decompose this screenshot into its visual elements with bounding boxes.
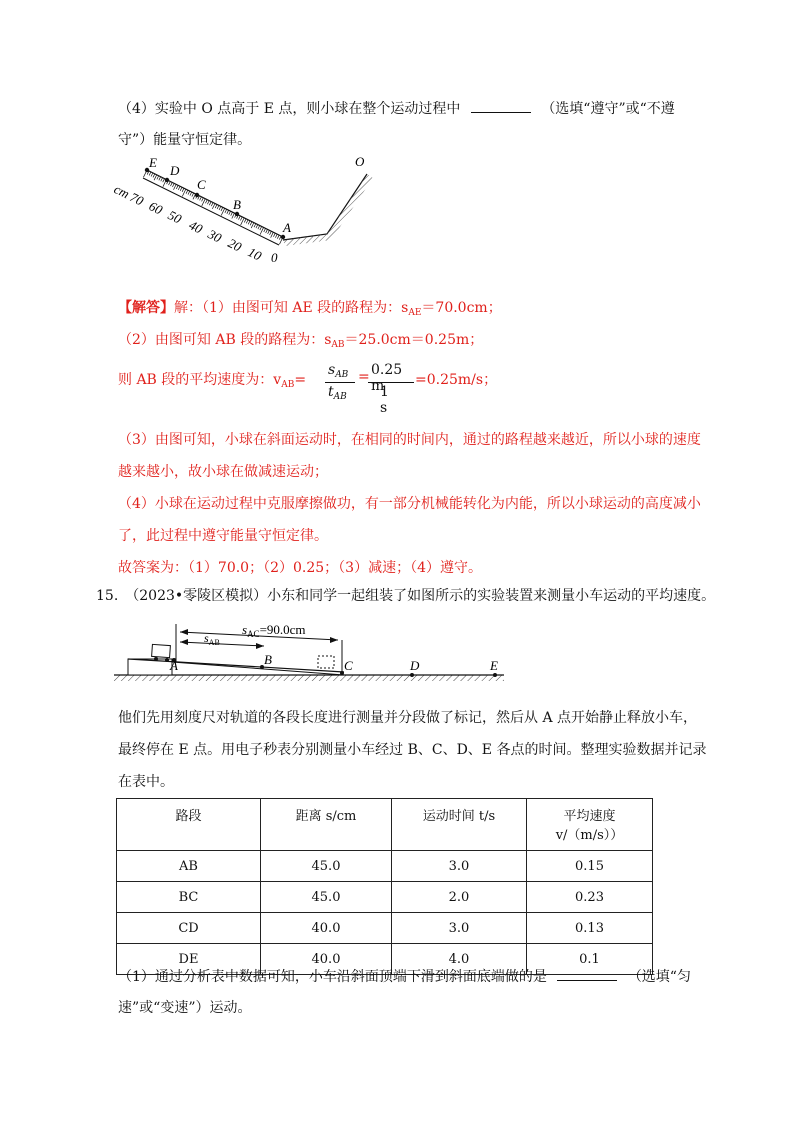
q15-answer-blank[interactable] <box>557 966 617 981</box>
ruler-tick <box>207 201 209 205</box>
ruler-tick <box>250 222 252 226</box>
ruler-tick <box>212 204 215 209</box>
answer-final: 故答案为：（1）70.0；（2）0.25；（3）减速；（4）遵守。 <box>118 560 482 576</box>
data-table <box>116 798 653 975</box>
ruler-tick <box>151 173 153 177</box>
eq-sign-3: = <box>415 372 427 388</box>
cell: DE <box>117 944 261 975</box>
ruler-tick <box>232 213 235 218</box>
track-line <box>283 174 367 240</box>
ruler-tick <box>169 181 171 185</box>
answer-p2-value: ＝25.0cm＝0.25m； <box>344 332 484 348</box>
ruler-tick <box>219 206 221 210</box>
ruler-tick <box>273 233 275 237</box>
th-distance: 距离 s/cm <box>261 799 392 851</box>
ruler-tick <box>157 176 159 180</box>
label-o: O <box>355 154 365 169</box>
figure-ramp-ruler <box>105 150 395 270</box>
ruler-tick <box>217 205 219 209</box>
ruler-tick <box>188 191 190 195</box>
answer-p4-l1: （3）由图可知，小球在斜面运动时，在相同的时间内，通过的路程越来越近，所以小球的速度 <box>118 432 701 448</box>
ruler-tick <box>246 220 248 224</box>
sab-label: $s_{AB}$ <box>204 631 220 647</box>
ruler-tick <box>238 216 240 220</box>
frac1-den-sub: AB <box>333 392 347 402</box>
answer-p5-l1: （4）小球在运动过程中克服摩擦做功，有一部分机械能转化为内能，所以小球运动的高度减小 <box>118 496 701 512</box>
answer-p4-l2: 越来越小，故小球在做减速运动； <box>118 464 328 480</box>
ruler-tick <box>266 229 268 233</box>
cell: 0.15 <box>527 851 653 882</box>
ruler-tick <box>205 200 207 204</box>
eq-sign-2: = <box>358 369 370 385</box>
q4-answer-blank[interactable] <box>471 98 531 113</box>
q15-header: 15. （2023•零陵区模拟）小东和同学一起组装了如图所示的实验装置来测量小车运动的平均速度。 <box>96 588 716 604</box>
tick-20: 20 <box>225 235 244 255</box>
answer-p3-value: 0.25m/s； <box>426 372 498 388</box>
cell: 0.1 <box>527 944 653 975</box>
label-a: A <box>283 220 291 235</box>
ruler-tick <box>174 184 177 189</box>
table-row <box>117 913 653 944</box>
ruler-tick <box>264 228 266 232</box>
sac-label: $s_{AC}=90.0cm$ <box>242 622 306 639</box>
q15-sub1-text-b: （选填“匀 <box>627 969 691 985</box>
th-speed-l2: v/（m/s）） <box>555 828 624 843</box>
ruler-tick <box>244 219 246 223</box>
point-c <box>195 193 199 197</box>
cell: 3.0 <box>392 913 527 944</box>
ruler-tick <box>268 230 270 234</box>
frac1-num-sub: AB <box>335 370 349 380</box>
frac1-num: s <box>328 362 336 378</box>
cell: 2.0 <box>392 882 527 913</box>
cell: 0.23 <box>527 882 653 913</box>
frac2-num: 0.25 m <box>371 362 403 394</box>
ruler-tick <box>170 182 172 186</box>
cell: BC <box>117 882 261 913</box>
answer-p2-sub: AB <box>331 340 345 350</box>
ruler-tick <box>159 177 161 181</box>
answer-p1-sub: AE <box>408 308 422 318</box>
ruler-tick <box>209 202 211 206</box>
cell: CD <box>117 913 261 944</box>
ruler-tick <box>248 221 250 225</box>
q4-text-b: （选填“遵守”或“不遵 <box>541 101 675 117</box>
label-c2: C <box>344 658 353 673</box>
cell: AB <box>117 851 261 882</box>
ruler-tick <box>271 232 274 237</box>
table-row <box>117 882 653 913</box>
ruler-tick <box>149 172 151 176</box>
ruler-unit: cm <box>111 181 132 202</box>
ruler-tick <box>180 187 182 191</box>
tick-30: 30 <box>205 226 224 246</box>
label-d: D <box>170 163 180 178</box>
ruler-tick <box>277 235 279 239</box>
th-segment: 路段 <box>117 799 261 851</box>
ruler-tick <box>153 174 155 178</box>
ruler-tick <box>251 223 254 228</box>
q4-line1 <box>118 98 675 119</box>
label-e2: E <box>490 658 498 673</box>
label-b2: B <box>264 652 272 667</box>
q4-text-a: （4）实验中 O 点高于 E 点，则小球在整个运动过程中 <box>118 101 461 117</box>
tick-50: 50 <box>165 207 184 227</box>
figure-cart-track <box>112 612 512 692</box>
eq-sign-1: = <box>294 372 307 388</box>
ruler-tick <box>176 185 178 189</box>
ruler-tick <box>161 178 163 182</box>
cell: 45.0 <box>261 851 392 882</box>
th-speed <box>527 799 653 851</box>
label-b: B <box>233 197 241 212</box>
ruler-tick <box>229 211 231 215</box>
ruler-tick <box>254 224 256 228</box>
table-header-row <box>117 799 653 851</box>
answer-label: 【解答】 <box>118 300 174 316</box>
ruler-tick <box>275 234 277 238</box>
label-c: C <box>197 177 206 192</box>
arrow-sab <box>180 642 264 646</box>
ruler-tick <box>258 226 260 230</box>
th-speed-l1: 平均速度 <box>563 809 616 824</box>
tick-0: 0 <box>271 250 278 265</box>
point-d <box>165 178 169 182</box>
frac1-den: t <box>328 384 334 400</box>
cell: 40.0 <box>261 913 392 944</box>
cell: 45.0 <box>261 882 392 913</box>
q15-sub1-text-a: （1）通过分析表中数据可知，小车沿斜面顶端下滑到斜面底端做的是 <box>118 969 547 985</box>
cell: 4.0 <box>392 944 527 975</box>
answer-p3-text: 则 AB 段的平均速度为：v <box>118 372 282 388</box>
ground-hatch <box>114 675 504 681</box>
ruler-tick <box>221 207 223 211</box>
ruler-tick <box>231 212 233 216</box>
ruler-tick <box>190 192 192 196</box>
ruler-tick <box>172 183 174 187</box>
label-d2: D <box>410 658 420 673</box>
point-a <box>281 235 285 239</box>
answer-p3-sub: AB <box>281 380 295 390</box>
cell: 0.13 <box>527 913 653 944</box>
label-e: E <box>149 155 157 170</box>
label-a2: A <box>170 658 178 673</box>
ruler-tick <box>192 193 194 197</box>
ruler-tick <box>215 204 217 208</box>
answer-p2-text: （2）由图可知 AB 段的路程为：s <box>118 332 332 348</box>
ruler-tick <box>186 190 188 194</box>
ruler-tick <box>270 231 272 235</box>
q15-para-l2: 最终停在 E 点。用电子秒表分别测量小车经过 B、C、D、E 各点的时间。整理实验数据并记录 <box>118 742 707 758</box>
ruler-tick <box>182 188 184 192</box>
ruler-tick <box>227 210 229 214</box>
ruler-tick <box>178 186 180 190</box>
tick-10: 10 <box>245 244 264 264</box>
ruler-tick <box>211 203 213 207</box>
answer-p3 <box>118 362 518 416</box>
q4-line2: 守”）能量守恒定律。 <box>118 132 252 148</box>
ruler-tick <box>240 217 242 221</box>
frac2-den: 1 s <box>380 384 389 416</box>
cart-ghost <box>318 656 334 668</box>
table-row <box>117 851 653 882</box>
answer-p1 <box>118 298 502 323</box>
tick-70: 70 <box>127 189 146 209</box>
answer-p1-value: ＝70.0cm； <box>421 300 502 316</box>
q15-para-l1: 他们先用刻度尺对轨道的各段长度进行测量并分段做了标记，然后从 A 点开始静止释放小车， <box>118 710 698 726</box>
ruler-tick <box>163 179 165 183</box>
answer-p2 <box>118 330 483 355</box>
cell: 3.0 <box>392 851 527 882</box>
ruler-tick <box>200 197 202 201</box>
th-time: 运动时间 t/s <box>392 799 527 851</box>
point-b <box>235 212 239 216</box>
ruler-tick <box>256 225 258 229</box>
q15-sub1-l2: 速”或“变速”）运动。 <box>118 1000 252 1016</box>
ruler-tick <box>225 209 227 213</box>
ruler-tick <box>154 175 157 180</box>
answer-p5-l2: 了，此过程中遵守能量守恒定律。 <box>118 528 328 544</box>
q15-sub1-l1 <box>118 966 691 987</box>
tick-40: 40 <box>186 217 205 237</box>
cell: 40.0 <box>261 944 392 975</box>
answer-p1-text: 解：（1）由图可知 AE 段的路程为：s <box>174 300 409 316</box>
ruler-tick <box>260 226 262 230</box>
q15-para-l3: 在表中。 <box>118 774 174 790</box>
tick-60: 60 <box>146 198 165 218</box>
ruler-tick <box>202 198 204 202</box>
ruler-tick <box>279 236 281 240</box>
